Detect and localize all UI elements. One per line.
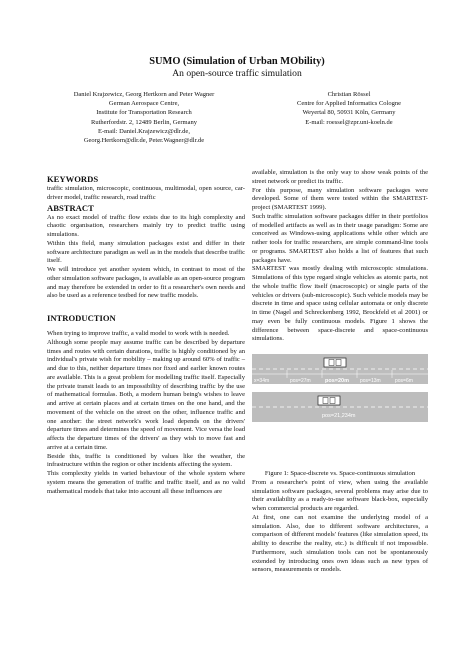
abstract-paragraph: As no exact model of traffic flow exists due to its high complexity and chaotic organisation, researchers mainly try to predict traffic using simulations. bbox=[47, 213, 245, 238]
author-email: E-mail: roessel@zpr.uni-koeln.de bbox=[305, 118, 393, 126]
body-paragraph: From a researcher's point of view, when using the available simulation software packages, several problems may arise due to their availability as a ready-to-use software black-box, especially when commercial products are regarded. bbox=[252, 478, 428, 512]
author-line: German Aerospace Centre, bbox=[108, 100, 180, 108]
paper-title: SUMO (Simulation of Urban MObility) bbox=[149, 56, 325, 67]
keywords-heading: KEYWORDS bbox=[47, 174, 99, 184]
abstract-paragraph: Within this field, many simulation packages exist and differ in their software architecture paradigm as well as in the models that describe traffic itself. bbox=[47, 239, 245, 265]
body-paragraph: For this purpose, many simulation software packages were developed. Some of them were tested within the SMARTEST-project (SMARTEST 1999). bbox=[252, 186, 428, 211]
intro-paragraph: Beside this, traffic is conditioned by values like the weather, the infrastructure within the region or other incidents affecting the system. bbox=[47, 452, 245, 469]
author-line: Centre for Applied Informatics Cologne bbox=[297, 100, 401, 108]
cell-label-current: pos=20m bbox=[325, 378, 349, 384]
author-line: Weyertal 80, 50931 Köln, Germany bbox=[302, 109, 396, 117]
right-column bbox=[252, 169, 428, 575]
body-paragraph: available, simulation is the only way to show weak points of the street network or predict its traffic. bbox=[252, 169, 428, 185]
cell-label: x=34m bbox=[254, 378, 270, 384]
cell-label: pos=13m bbox=[360, 378, 381, 384]
car-icon bbox=[318, 396, 340, 405]
body-paragraph: Such traffic simulation software packages differ in their portfolios of modelled artifacts as well as in their usage paradigm: Some are conceived as Windows-using applications while other which are rather tools for traffic researchers, are simple command-line tools or programs. SMARTEST also holds a list of features that such packages have. bbox=[252, 212, 428, 264]
author-line: Rutherfordstr. 2, 12489 Berlin, Germany bbox=[91, 118, 197, 126]
keywords-text: traffic simulation, microscopic, continuous, multimodal, open source, car-driver model, traffic research, road traffic bbox=[47, 185, 245, 201]
car-icon bbox=[324, 358, 346, 367]
body-paragraph: SMARTEST was mostly dealing with microscopic simulations. Simulations of this type regard single vehicles as atomic parts, not the whole traffic flow itself (macroscopic) or single parts of the vehicles or drivers (sub-microscopic). Such vehicle models may be discrete in time and space using cellular automata or only discrete in time (Nagel and Schreckenberg 1992, Brockfeld et al 2001) or may even be fully continuous models. Figure 1 shows the difference between space-discrete and space-continuous simulations. bbox=[252, 265, 428, 343]
position-label: pos=21,234m bbox=[322, 413, 356, 419]
body-paragraph: At first, one can not examine the underlying model of a simulation. Also, due to different software architectures, a comparison of different models' features (like simulation speed, its ability to describe the reality, etc.) is difficult if not impossible. Furthermore, such simulation tools can not be spontaneously extended by introducing ones own ideas such as new types of sensors, measurements or models. bbox=[252, 513, 428, 574]
cell-label: pos=6m bbox=[395, 378, 413, 384]
figure-caption: Figure 1: Space-discrete vs. Space-continuous simulation bbox=[264, 470, 416, 477]
intro-paragraph: Although some people may assume traffic can be described by departure times and routes with certain durations, traffic is highly conditioned by an individual's private wish for mobility – making up around 60% of traffic – and due to this, neither departure times nor fixed and earlier known routes are available. This is a great problem for modelling traffic itself. Especially the private transit leads to an impossibility of describing traffic by the use of mathematical formulas. Both, a modern human being's wishes to leave and arrive at certain places and at certain times on the one hand, and the movement of the vehicle on the street on the other, influence traffic and one another: the street network's work load depends on the drivers' departure times and determines the speed of movement. Vice versa the load affects the departure times of the drivers' as they wish to move fast and arrive at a certain time. bbox=[47, 338, 245, 451]
author-line: Institute for Transportation Research bbox=[96, 109, 192, 117]
author-email: E-mail: Daniel.Krajzewicz@dlr.de, bbox=[98, 127, 190, 135]
paper-subtitle: An open-source traffic simulation bbox=[172, 68, 302, 79]
author-line: Daniel Krajzewicz, Georg Hertkorn and Peter Wagner bbox=[73, 91, 215, 98]
figure-illustration bbox=[252, 348, 428, 468]
authors-right-block bbox=[254, 90, 444, 127]
left-column bbox=[47, 174, 245, 496]
intro-paragraph: This complexity yields in varied behaviour of the whole system where system means the generation of traffic and traffic itself, and as no valid mathematical models that take into account all these influences are bbox=[47, 470, 245, 495]
author-email: Georg.Hertkorn@dlr.de, Peter.Wagner@dlr.de bbox=[83, 137, 205, 145]
abstract-heading: ABSTRACT bbox=[47, 202, 94, 213]
author-line: Christian Rössel bbox=[327, 91, 371, 98]
cell-label: pos=27m bbox=[290, 378, 311, 384]
intro-paragraph: When trying to improve traffic, a valid model to work with is needed. bbox=[47, 330, 230, 337]
figure-space-discrete-vs-continuous bbox=[252, 348, 428, 468]
introduction-heading: INTRODUCTION bbox=[47, 313, 116, 323]
abstract-paragraph: We will introduce yet another system which, in contrast to most of the other simulation software packages, is available as an open-source program and may therefore be extended in order to fit a researcher's own needs and also be used as a reference testbed for new traffic models. bbox=[47, 266, 245, 300]
authors-left-block bbox=[44, 90, 244, 145]
